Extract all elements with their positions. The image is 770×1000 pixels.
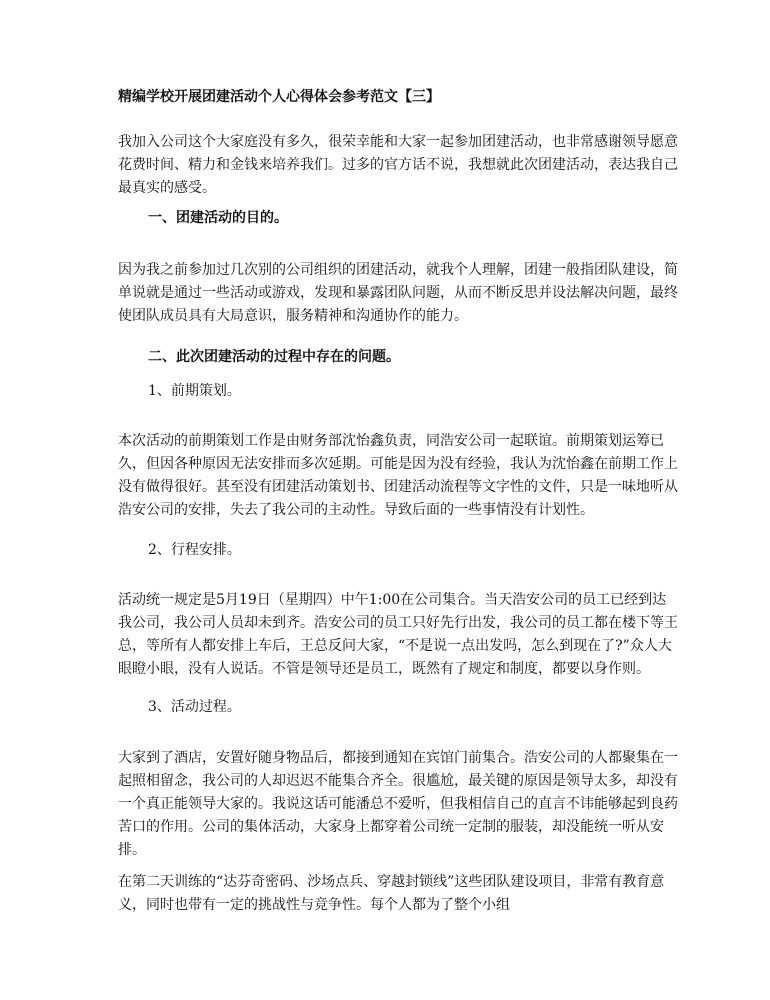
section-heading-purpose: 一、团建活动的目的。 — [148, 210, 288, 226]
process-paragraph: 大家到了酒店，安置好随身物品后，都接到通知在宾馆门前集合。浩安公司的人都聚集在一起照相留念，我公司的人却迟迟不能集合齐全。很尴尬，最关键的原因是领导太多，却没有一个真正能领导大家的。我说这话可能潘总不爱听，但我相信自己的直言不讳能够起到良药苦口的作用。公司的集体活动，大家身上都穿着公司统一定制的服装，却没能统一听从安排。 — [118, 750, 678, 858]
subheading-planning: 1、前期策划。 — [148, 383, 241, 399]
subheading-schedule: 2、行程安排。 — [148, 542, 241, 558]
schedule-paragraph: 活动统一规定是5月19日（星期四）中午1:00在公司集合。当天浩安公司的员工已经到达我公司，我公司人员却未到齐。浩安公司的员工只好先行出发，我公司的员工都在楼下等王总，等所有人都安排上车后，王总反问大家，“不是说一点出发吗，怎么到现在了?”众人大眼瞪小眼，没有人说话。不管是领导还是员工，既然有了规定和制度，都要以身作则。 — [118, 592, 678, 677]
subheading-process: 3、活动过程。 — [148, 699, 241, 715]
document-title: 精编学校开展团建活动个人心得体会参考范文【三】 — [118, 89, 440, 105]
purpose-paragraph: 因为我之前参加过几次别的公司组织的团建活动，就我个人理解，团建一般指团队建设，简单说就是通过一些活动或游戏，发现和暴露团队问题，从而不断反思并设法解决问题，最终使团队成员具有大局意识，服务精神和沟通协作的能力。 — [118, 262, 678, 324]
intro-paragraph: 我加入公司这个大家庭没有多久，很荣幸能和大家一起参加团建活动，也非常感谢领导愿意花费时间、精力和金钱来培养我们。过多的官方话不说，我想就此次团建活动，表达我自己最真实的感受。 — [118, 134, 678, 196]
section-heading-problems: 二、此次团建活动的过程中存在的问题。 — [148, 349, 400, 365]
training-paragraph: 在第二天训练的“达芬奇密码、沙场点兵、穿越封锁线”这些团队建设项目，非常有教育意义，同时也带有一定的挑战性与竞争性。每个人都为了整个小组 — [118, 874, 665, 913]
planning-paragraph: 本次活动的前期策划工作是由财务部沈怡鑫负责，同浩安公司一起联谊。前期策划运筹已久，但因各种原因无法安排而多次延期。可能是因为没有经验，我认为沈怡鑫在前期工作上没有做得很好。甚至没有团建活动策划书、团建活动流程等文字性的文件，只是一味地听从浩安公司的安排，失去了我公司的主动性。导致后面的一些事情没有计划性。 — [118, 433, 678, 518]
